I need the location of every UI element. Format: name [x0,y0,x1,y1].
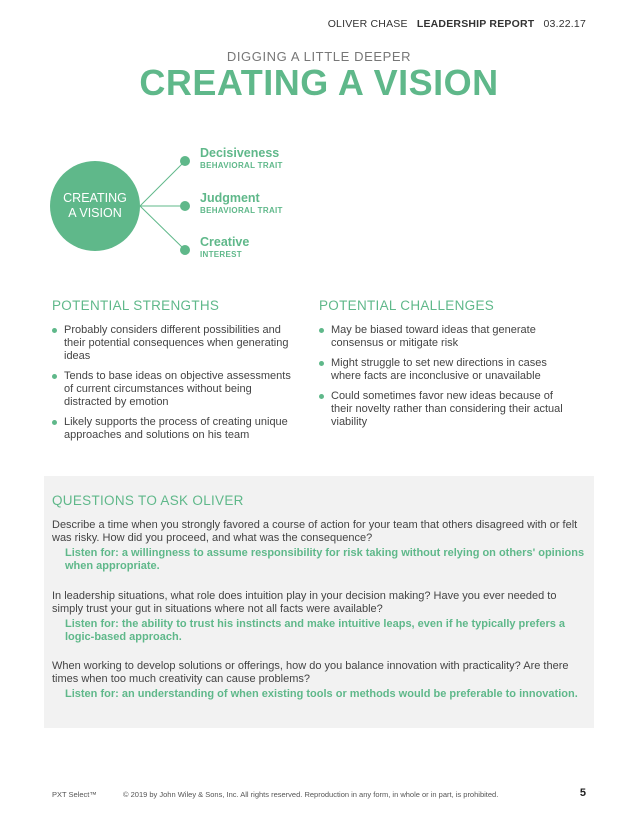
report-header [328,18,586,30]
strengths-title: POTENTIAL STRENGTHS [52,298,220,313]
list-item: Might struggle to set new directions in cases where facts are inconclusive or unavailable [319,357,569,383]
page-subtitle: DIGGING A LITTLE DEEPER [226,49,412,64]
questions-title: QUESTIONS TO ASK OLIVER [52,493,244,508]
question-item [52,660,588,701]
list-item: Could sometimes favor new ideas because of their novelty rather than considering their actual viability [319,390,569,429]
strengths-section [52,298,302,449]
trait-kind: BEHAVIORAL TRAIT [200,161,283,170]
list-item: May be biased toward ideas that generate consensus or mitigate risk [319,324,569,350]
trait-name: Creative [200,235,250,249]
listen-for-text: Listen for: the ability to trust his instincts and make intuitive leaps, even if he typically prefers a logic-based approach. [65,618,566,643]
list-item: Probably considers different possibilities and their potential consequences when generating ideas [52,324,302,363]
listen-for-text: Listen for: an understanding of when existing tools or methods would be preferable to innovation. [65,688,578,700]
list-item: Tends to base ideas on objective assessments of current circumstances without being distracted by emotion [52,370,302,409]
listen-for-text: Listen for: a willingness to assume responsibility for risk taking without relying on others' opinions when appropriate. [65,547,585,572]
footer-brand: PXT Select™ [52,790,97,799]
header-name: OLIVER CHASE [327,18,408,30]
connector-dot [180,156,190,166]
connector-line [140,161,185,206]
trait-kind: INTEREST [200,250,242,259]
question-text: In leadership situations, what role does intuition play in your decision making? Have you ever needed to simply trust your gut in situations where not all facts were available? [52,590,557,615]
trait-decisiveness [200,146,283,170]
question-item [52,519,588,573]
trait-creative [200,235,249,259]
challenges-list [319,324,569,429]
trait-name: Judgment [200,191,260,205]
connector-line [140,206,185,250]
header-report-title: LEADERSHIP REPORT [416,18,535,30]
trait-judgment [200,191,283,215]
question-text: Describe a time when you strongly favored a course of action for your team that others disagreed with or felt was risky. How did you proceed, and what was the consequence? [52,519,578,544]
trait-name: Decisiveness [200,146,280,160]
footer-copyright: © 2019 by John Wiley & Sons, Inc. All rights reserved. Reproduction in any form, in whole or in part, is prohibited. [123,790,499,799]
page-footer [52,787,586,803]
list-item: Likely supports the process of creating unique approaches and solutions on his team [52,416,302,442]
circle-label-line1: CREATING [63,191,127,205]
page-title: CREATING A VISION [139,62,499,103]
challenges-section [319,298,569,436]
trait-diagram [50,140,370,270]
strengths-list [52,324,302,442]
questions-box [44,476,594,728]
page-number: 5 [579,787,586,799]
question-text: When working to develop solutions or offerings, how do you balance innovation with practicality? Are there times when too much creativity can cause problems? [52,660,569,685]
connector-dot [180,245,190,255]
question-item [52,590,588,644]
trait-kind: BEHAVIORAL TRAIT [200,206,283,215]
circle-label-line2: A VISION [68,206,122,220]
connector-dot [180,201,190,211]
challenges-title: POTENTIAL CHALLENGES [319,298,495,313]
header-date: 03.22.17 [543,18,586,30]
